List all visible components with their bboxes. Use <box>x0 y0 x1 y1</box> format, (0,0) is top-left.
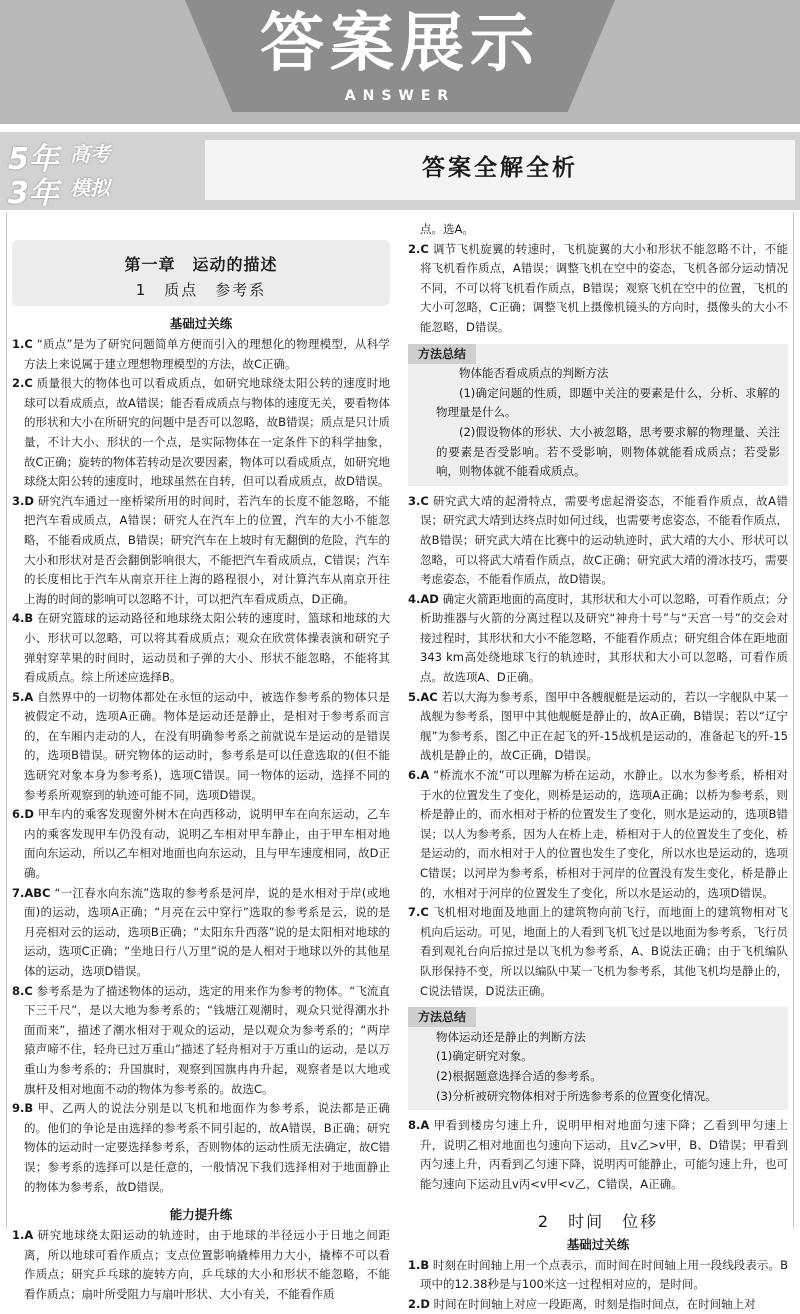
answer-list <box>408 1256 788 1314</box>
answer-item <box>408 1256 788 1295</box>
summary-line: 物体运动还是静止的判断方法 <box>408 1028 788 1048</box>
answer-number: 1.C <box>12 337 33 351</box>
answer-list <box>12 335 390 1197</box>
answer-item <box>12 1099 390 1197</box>
answer-item <box>12 982 390 1100</box>
answer-number: 6.D <box>12 807 34 821</box>
left-column <box>12 220 390 1305</box>
answer-item <box>408 240 788 338</box>
summary-line: (2)根据题意选择合适的参考系。 <box>408 1067 788 1087</box>
answer-list <box>408 1116 788 1194</box>
answer-number: 7.C <box>408 905 429 919</box>
logo <box>8 134 138 204</box>
answer-list <box>408 220 788 338</box>
answer-text: 甲、乙两人的说法分别是以飞机和地面作为参考系，说法都是正确的。他们的争论是由选择的参考系不同引起的，故A错误，B正确；研究物体的运动时一定要选择参考系，否则物体的运动性质无法确定，故C错误；参考系的选择可以是任意的，一般情况下我们选择相对于地面静止的物体为参考系，故D错误。 <box>24 1101 390 1193</box>
banner-subtitle: ANSWER <box>185 88 615 104</box>
lesson-title: 1 质点 参考系 <box>12 278 390 302</box>
banner-title: 答案展示 <box>185 4 615 84</box>
subsection-heading: 基础过关练 <box>408 1235 788 1255</box>
answer-number: 8.A <box>408 1118 429 1132</box>
answer-text: “质点”是为了研究问题简单方便而引入的理想化的物理模型，从科学方法上来说属于建立理想物理模型的方法，故C正确。 <box>24 337 390 371</box>
answer-item <box>408 220 788 240</box>
answer-text: 确定火箭距地面的高度时，其形状和大小可以忽略，可看作质点；分析助推器与火箭的分离过程以及研究“神舟十号”与“天宫一号”的交会对接过程时，其形状和大小不能忽略，不能看作质点；研究组合体在距地面343 km高处绕地球飞行的轨迹时，其形状和大小可以忽略，可看作质点。故选项A、D正确。 <box>420 592 788 684</box>
answer-number: 6.A <box>408 768 429 782</box>
answer-text: 研究汽车通过一座桥梁所用的时间时，若汽车的长度不能忽略，不能把汽车看成质点，A错误；研究人在汽车上的位置，汽车的大小不能忽略，不能看成质点，B错误；研究汽车在上坡时有无翻倒的危险，汽车的大小和形状对是否会翻倒影响很大，不能把汽车看成质点，C错误；汽车的长度相比于汽车从南京开往上海的路程很小，对计算汽车从南京开往上海的时间的影响可以忽略不计，可以把汽车看成质点，D正确。 <box>24 494 390 606</box>
answer-number: 5.A <box>12 690 33 704</box>
answer-number: 1.B <box>408 1258 429 1272</box>
answer-number: 1.A <box>12 1228 33 1242</box>
answer-number: 3.C <box>408 494 429 508</box>
answer-text: 参考系是为了描述物体的运动，选定的用来作为参考的物体。“飞流直下三千尺”，是以大地为参考系的；“钱塘江观潮时，观众只觉得潮水扑面而来”，描述了潮水相对于观众的运动，是以观众为参考系的；“两岸猿声啼不住，轻舟已过万重山”描述了轻舟相对于万重山的运动，是以万重山为参考系的；升国旗时，观察到国旗冉冉升起，观察者是以大地或旗杆及相对地面不动的物体为参考系的。故选C。 <box>24 984 390 1096</box>
summary-line: (2)假设物体的形状、大小被忽略，思考要求解的物理量、关注的要素是否受影响。若不受影响，则物体就能看成质点；若受影响，则物体就不能看成质点。 <box>408 423 788 482</box>
answer-number: 2.D <box>408 1297 430 1311</box>
answer-text: “一江春水向东流”选取的参考系是河岸，说的是水相对于岸(或地面)的运动，选项A正确；“月亮在云中穿行”选取的参考系是云，说的是月亮相对云的运动，选项B正确；“太阳东升西落”说的是太阳相对地球的运动，选项C正确；“坐地日行八万里”说的是人相对于地球以外的其他星体的运动，选项D错误。 <box>24 886 390 978</box>
subsection-heading: 能力提升练 <box>12 1205 390 1225</box>
section-title: 答案全解全析 <box>205 148 795 188</box>
right-column <box>408 220 788 1314</box>
answer-item <box>408 492 788 590</box>
answer-number: 2.C <box>408 242 429 256</box>
lesson-title: 2 时间 位移 <box>408 1209 788 1235</box>
answer-text: 自然界中的一切物体都处在永恒的运动中，被选作参考系的物体只是被假定不动，选项A正确。物体是运动还是静止，是相对于参考系而言的，在车厢内走动的人，在没有明确参考系之前就说车是运动的是错误的，选项B错误。研究物体的运动时，参考系是可以任意选取的(但不能选研究对象本身为参考系)，选项C错误。同一物体的运动，选择不同的参考系所观察到的轨迹可能不同，选项D错误。 <box>24 690 390 802</box>
method-summary-box <box>408 344 788 486</box>
answer-text: 若以大海为参考系，图甲中各艘舰艇是运动的，若以一字舰队中某一战舰为参考系，图甲中其他舰艇是静止的，故A正确，B错误；若以“辽宁舰”为参考系，图乙中正在起飞的歼-15战机是运动的，准备起飞的歼-15战机是静止的，故C正确，D错误。 <box>420 690 788 763</box>
answer-text: 时刻在时间轴上用一个点表示，而时间在时间轴上用一段线段表示。B项中的12.38秒是与100米这一过程相对应的，是时间。 <box>420 1258 788 1292</box>
answer-list <box>12 1226 390 1304</box>
answer-text: 在研究篮球的运动路径和地球绕太阳公转的速度时，篮球和地球的大小、形状可以忽略，可以将其看成质点；观众在欣赏体操表演和研究子弹射穿苹果的时间时，运动员和子弹的大小、形状不能忽略，不能将其看成质点。综上所述应选择B。 <box>24 611 390 684</box>
answer-text: “桥流水不流”可以理解为桥在运动，水静止。以水为参考系，桥相对于水的位置发生了变化，则桥是运动的，选项A正确；以桥为参考系，则桥是静止的，而水相对于桥的位置发生了变化，则水是运动的，选项B错误；以人为参考系，因为人在桥上走，桥相对于人的位置发生了变化，桥是运动的，而水相对于人的位置也发生了变化，所以水也是运动的，选项C错误；以河岸为参考系，桥相对于河岸的位置没有发生变化，桥是静止的，水相对于河岸的位置发生了变化，所以水是运动的，选项D错误。 <box>420 768 788 900</box>
answer-text: 研究武大靖的起滑特点，需要考虑起滑姿态，不能看作质点，故A错误；研究武大靖到达终点时如何过线，也需要考虑姿态，不能看作质点，故B错误；研究武大靖在比赛中的运动轨迹时，武大靖的大小、形状可以忽略，可以将武大靖看作质点，故C正确；研究武大靖的滑冰技巧，需要考虑姿态，不能看作质点，故D错误。 <box>420 494 788 586</box>
answer-text: 质量很大的物体也可以看成质点，如研究地球绕太阳公转的速度时地球可以看成质点，故A错误；能否看成质点与物体的速度无关，要看物体的形状和大小在所研究的问题中是否可以忽略，故B错误；质点是只计质量，不计大小、形状的一个点，是实际物体在一定条件下的科学抽象，故C正确；旋转的物体若转动是次要因素，物体可以看成质点，如研究地球绕太阳公转的速度时，地球虽然在自转，但可以看成质点，故D错误。 <box>24 376 390 488</box>
answer-item <box>12 805 390 883</box>
answer-item <box>12 609 390 687</box>
answer-item <box>12 1226 390 1304</box>
subsection-heading: 基础过关练 <box>12 314 390 334</box>
answer-number: 2.C <box>12 376 33 390</box>
answer-item <box>408 766 788 903</box>
answer-list <box>408 492 788 1001</box>
logo-text: 3年 <box>8 168 59 212</box>
answer-number: 4.B <box>12 611 33 625</box>
logo-text: 5年 <box>8 134 59 178</box>
chapter-title: 第一章 运动的描述 <box>12 252 390 278</box>
chapter-header <box>12 240 390 306</box>
answer-item <box>408 903 788 1001</box>
answer-text: 甲看到楼房匀速上升，说明甲相对地面匀速下降；乙看到甲匀速上升，说明乙相对地面也匀速向下运动，且v乙>v甲，B、D错误；甲看到丙匀速上升，丙看到乙匀速下降，说明丙可能静止，可能匀速上升，也可能匀速向下运动且v丙<v甲<v乙，C错误，A正确。 <box>420 1118 788 1191</box>
answer-number: 7.ABC <box>12 886 50 900</box>
answer-number: 5.AC <box>408 690 438 704</box>
logo-text: 模拟 <box>70 172 110 201</box>
answer-number: 4.AD <box>408 592 439 606</box>
answer-item <box>12 492 390 610</box>
summary-line: (3)分析被研究物体相对于所选参考系的位置变化情况。 <box>408 1087 788 1107</box>
answer-text: 时间在时间轴上对应一段距离，时刻是指时间点，在时间轴上对 <box>434 1297 756 1311</box>
answer-item <box>12 335 390 374</box>
summary-line: 物体能否看成质点的判断方法 <box>408 364 788 384</box>
answer-text: 甲车内的乘客发现窗外树木在向西移动，说明甲车在向东运动，乙车内的乘客发现甲车仍没有动，说明乙车相对甲车静止，由于甲车相对地面向东运动，所以乙车相对地面也向东运动，且与甲车速度相同，故D正确。 <box>24 807 390 880</box>
answer-item <box>408 1116 788 1194</box>
answer-item <box>12 688 390 806</box>
method-summary-heading: 方法总结 <box>408 344 476 364</box>
answer-item <box>408 1295 788 1314</box>
answer-item <box>408 590 788 688</box>
answer-number: 3.D <box>12 494 34 508</box>
answer-text: 点。选A。 <box>420 222 474 236</box>
answer-item <box>12 884 390 982</box>
answer-item <box>408 688 788 766</box>
answer-text: 研究地球绕太阳运动的轨迹时，由于地球的半径远小于日地之间距离，所以地球可看作质点；支点位置影响撬棒用力大小，撬棒不可以看作质点；研究乒乓球的旋转方向，乒乓球的大小和形状不能忽略，不能看作质点；扇叶所受阻力与扇叶形状、大小有关，不能看作质 <box>24 1228 390 1301</box>
summary-line: (1)确定问题的性质，即题中关注的要素是什么，分析、求解的物理量是什么。 <box>408 384 788 423</box>
method-summary-heading: 方法总结 <box>408 1007 476 1027</box>
answer-item <box>12 374 390 492</box>
summary-line: (1)确定研究对象。 <box>408 1047 788 1067</box>
logo-text: 高考 <box>70 138 110 167</box>
method-summary-box <box>408 1007 788 1110</box>
answer-text: 飞机相对地面及地面上的建筑物向前飞行，而地面上的建筑物相对飞机向后运动。可见，地面上的人看到飞机飞过是以地面为参考系，飞行员看到观礼台向后掠过是以飞机为参考系，A、B说法正确；由于飞机编队队形保持不变，所以以编队中某一飞机为参考系，其他飞机均是静止的，C说法错误，D说法正确。 <box>420 905 788 997</box>
answer-text: 调节飞机旋翼的转速时，飞机旋翼的大小和形状不能忽略不计，不能将飞机看作质点，A错误；调整飞机在空中的姿态，飞机各部分运动情况不同，不可以将飞机看作质点，B错误；观察飞机在空中的位置，飞机的大小可忽略，C正确；调整飞机上摄像机镜头的方向时，摄像头的大小不能忽略，D错误。 <box>420 242 788 334</box>
answer-number: 8.C <box>12 984 33 998</box>
answer-number: 9.B <box>12 1101 33 1115</box>
